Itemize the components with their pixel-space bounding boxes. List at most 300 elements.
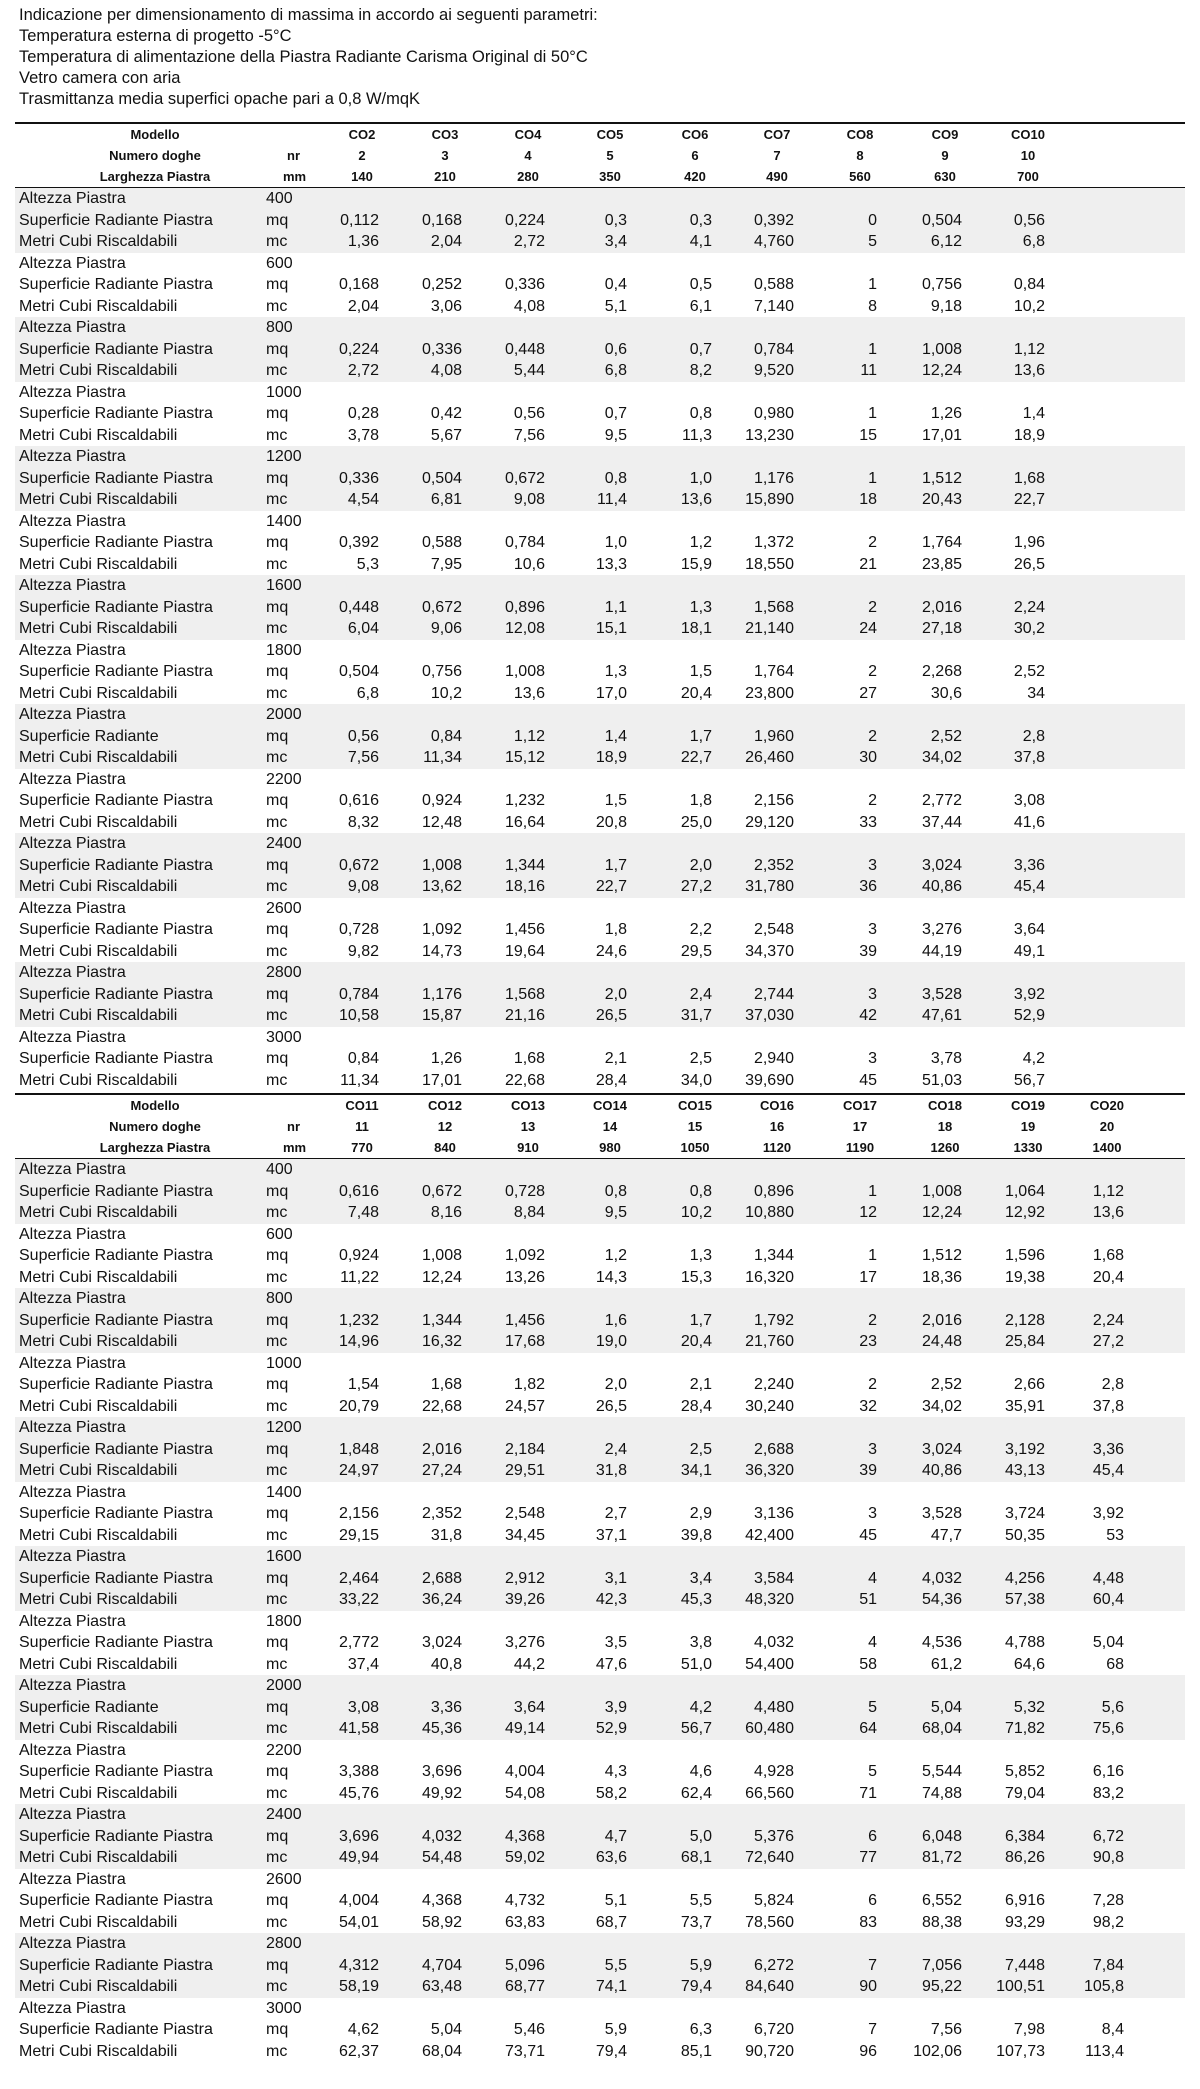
header-cell: 18 — [937, 1119, 953, 1134]
data-cell: 63,6 — [595, 1849, 627, 1866]
data-cell: 1,36 — [347, 233, 379, 250]
data-cell: 4,3 — [604, 1763, 627, 1780]
data-cell: 29,51 — [504, 1462, 545, 1479]
row-label: Altezza Piastra — [19, 1935, 126, 1952]
data-cell: 0,8 — [689, 405, 712, 422]
data-cell: 1,0 — [604, 534, 627, 551]
superficie-row — [15, 597, 1185, 619]
data-cell: 15,1 — [595, 620, 627, 637]
data-cell: 45,4 — [1013, 878, 1045, 895]
row-label: Metri Cubi Riscaldabili — [19, 620, 178, 637]
metri-cubi-row — [15, 1460, 1185, 1482]
data-cell: 0,336 — [504, 276, 545, 293]
header-cell: 5 — [606, 148, 614, 163]
data-cell: 0,784 — [753, 340, 794, 358]
row-label: Altezza Piastra — [19, 512, 126, 530]
row-label: Metri Cubi Riscaldabili — [19, 1333, 178, 1350]
superficie-row — [15, 210, 1185, 232]
metri-cubi-row — [15, 489, 1185, 511]
data-cell: 0,7 — [689, 340, 712, 358]
row-label: Superficie Radiante Piastra — [19, 469, 213, 487]
data-cell: 0,756 — [921, 276, 962, 293]
data-cell: 3,78 — [347, 426, 379, 444]
data-cell: 0,504 — [338, 663, 379, 680]
header-unit: nr — [287, 1119, 300, 1134]
altezza-value: 800 — [266, 1290, 293, 1307]
data-cell: 53 — [1106, 1526, 1124, 1544]
row-unit: mq — [266, 340, 289, 358]
data-cell: 5 — [868, 233, 877, 250]
data-cell: 1,12 — [513, 727, 545, 745]
data-cell: 2,4 — [689, 985, 712, 1003]
data-cell: 15,9 — [680, 555, 712, 573]
altezza-row — [15, 1159, 1185, 1181]
data-cell: 1,764 — [753, 663, 794, 680]
data-cell: 4,08 — [513, 297, 545, 315]
metri-cubi-row — [15, 876, 1185, 898]
data-cell: 1,764 — [921, 534, 962, 551]
row-label: Superficie Radiante Piastra — [19, 211, 213, 229]
data-cell: 8,32 — [347, 813, 379, 831]
data-cell: 9,08 — [513, 491, 545, 508]
data-cell: 50,35 — [1004, 1526, 1045, 1544]
row-label: Superficie Radiante Piastra — [19, 1827, 213, 1845]
data-cell: 1,1 — [604, 598, 627, 616]
row-label: Metri Cubi Riscaldabili — [19, 813, 178, 831]
data-cell: 2,548 — [753, 921, 794, 938]
row-label: Altezza Piastra — [19, 1161, 126, 1178]
row-label: Superficie Radiante Piastra — [19, 598, 213, 616]
data-cell: 7,448 — [1004, 1956, 1045, 1974]
row-unit: mq — [266, 598, 289, 616]
data-cell: 37,4 — [347, 1655, 379, 1673]
row-unit: mq — [266, 1892, 289, 1909]
data-cell: 1,344 — [753, 1247, 794, 1264]
altezza-row — [15, 446, 1185, 468]
data-cell: 8 — [868, 297, 877, 315]
data-cell: 5,096 — [504, 1956, 545, 1974]
row-label: Altezza Piastra — [19, 1548, 126, 1565]
data-cell: 27,2 — [680, 878, 712, 895]
header-cell: 3 — [441, 148, 449, 163]
data-cell: 3 — [868, 856, 877, 874]
intro-line: Vetro camera con aria — [19, 69, 181, 87]
header-cell: 4 — [524, 148, 532, 163]
row-label: Metri Cubi Riscaldabili — [19, 1204, 178, 1221]
data-cell: 4,032 — [921, 1569, 962, 1587]
row-label: Metri Cubi Riscaldabili — [19, 491, 178, 508]
data-cell: 2,4 — [604, 1440, 627, 1458]
row-label: Altezza Piastra — [19, 1290, 126, 1307]
data-cell: 84,640 — [745, 1978, 794, 1995]
data-cell: 2,772 — [921, 792, 962, 809]
header-cell: 420 — [684, 169, 706, 184]
superficie-row — [15, 339, 1185, 361]
header-cell: 10 — [1020, 148, 1036, 163]
header-unit: nr — [287, 148, 300, 163]
data-cell: 31,8 — [595, 1462, 627, 1479]
data-cell: 74,88 — [921, 1784, 962, 1802]
data-cell: 0,224 — [338, 340, 379, 358]
row-unit: mc — [266, 1333, 288, 1350]
row-label: Superficie Radiante Piastra — [19, 1634, 213, 1651]
data-cell: 7,48 — [347, 1204, 379, 1221]
row-label: Superficie Radiante Piastra — [19, 921, 213, 938]
row-label: Metri Cubi Riscaldabili — [19, 878, 178, 895]
row-unit: mc — [266, 1268, 288, 1286]
data-cell: 51 — [859, 1591, 877, 1608]
data-cell: 1,5 — [689, 663, 712, 680]
data-cell: 0,336 — [338, 469, 379, 487]
data-cell: 4,6 — [689, 1763, 712, 1780]
row-unit: mq — [266, 276, 289, 293]
row-label: Superficie Radiante Piastra — [19, 1440, 213, 1458]
row-unit: mq — [266, 1763, 289, 1780]
altezza-value: 1200 — [266, 1419, 302, 1436]
row-unit: mc — [266, 942, 288, 960]
data-cell: 37,8 — [1013, 749, 1045, 766]
data-cell: 73,71 — [504, 2042, 545, 2060]
data-cell: 47,7 — [930, 1526, 962, 1544]
data-cell: 27,18 — [921, 620, 962, 637]
data-cell: 3,5 — [604, 1634, 627, 1651]
data-cell: 71,82 — [1004, 1720, 1045, 1737]
data-cell: 6 — [868, 1892, 877, 1909]
data-cell: 7,56 — [347, 749, 379, 766]
data-cell: 2,268 — [921, 663, 962, 680]
data-cell: 9,18 — [930, 297, 962, 315]
data-cell: 26,5 — [595, 1007, 627, 1024]
data-cell: 1,512 — [921, 1247, 962, 1264]
header-row-modello — [15, 124, 1185, 145]
altezza-value: 3000 — [266, 1028, 302, 1046]
altezza-row — [15, 1804, 1185, 1826]
data-cell: 0,504 — [921, 211, 962, 229]
data-cell: 35,91 — [1004, 1397, 1045, 1415]
data-cell: 1,568 — [504, 985, 545, 1003]
data-cell: 1 — [868, 405, 877, 422]
data-cell: 12,24 — [921, 1204, 962, 1221]
data-cell: 0,392 — [338, 534, 379, 551]
data-cell: 13,6 — [1013, 362, 1045, 379]
header-cell: CO16 — [760, 1098, 794, 1113]
superficie-row — [15, 1955, 1185, 1977]
data-cell: 13,26 — [504, 1268, 545, 1286]
data-cell: 0,924 — [421, 792, 462, 809]
data-cell: 5,44 — [513, 362, 545, 379]
altezza-row — [15, 1740, 1185, 1762]
altezza-value: 1800 — [266, 641, 302, 659]
data-cell: 39 — [859, 1462, 877, 1479]
data-cell: 3,92 — [1013, 985, 1045, 1003]
data-cell: 85,1 — [680, 2042, 712, 2060]
data-cell: 5,67 — [430, 426, 462, 444]
data-cell: 17 — [859, 1268, 877, 1286]
row-label: Metri Cubi Riscaldabili — [19, 1913, 178, 1931]
data-cell: 7,56 — [930, 2021, 962, 2038]
row-label: Superficie Radiante Piastra — [19, 276, 213, 293]
data-cell: 90,8 — [1092, 1849, 1124, 1866]
altezza-row — [15, 1675, 1185, 1697]
data-cell: 4,536 — [921, 1634, 962, 1651]
data-cell: 96 — [859, 2042, 877, 2060]
data-cell: 4,032 — [421, 1827, 462, 1845]
row-label: Altezza Piastra — [19, 964, 126, 981]
data-cell: 13,6 — [513, 684, 545, 702]
data-cell: 5,544 — [921, 1763, 962, 1780]
header-cell: 20 — [1099, 1119, 1115, 1134]
superficie-row — [15, 726, 1185, 748]
data-cell: 52,9 — [1013, 1007, 1045, 1024]
data-cell: 75,6 — [1092, 1720, 1124, 1737]
row-unit: mq — [266, 1440, 289, 1458]
header-cell: 350 — [599, 169, 621, 184]
data-cell: 2,128 — [1004, 1311, 1045, 1329]
data-cell: 17,68 — [504, 1333, 545, 1350]
data-cell: 1,4 — [604, 727, 627, 745]
data-cell: 47,6 — [595, 1655, 627, 1673]
data-cell: 0,980 — [753, 405, 794, 422]
row-unit: mq — [266, 405, 289, 422]
data-cell: 20,8 — [595, 813, 627, 831]
row-label: Metri Cubi Riscaldabili — [19, 1268, 178, 1286]
data-cell: 14,73 — [421, 942, 462, 960]
data-cell: 1,232 — [504, 792, 545, 809]
altezza-row — [15, 1288, 1185, 1310]
data-cell: 12,48 — [421, 813, 462, 831]
data-cell: 6,8 — [604, 362, 627, 379]
data-cell: 34,0 — [680, 1071, 712, 1089]
data-cell: 0,56 — [513, 405, 545, 422]
row-unit: mq — [266, 1569, 289, 1587]
data-cell: 54,36 — [921, 1591, 962, 1608]
altezza-value: 1000 — [266, 383, 302, 401]
row-label: Altezza Piastra — [19, 1483, 126, 1501]
data-cell: 2,1 — [604, 1050, 627, 1067]
data-cell: 0,7 — [604, 405, 627, 422]
data-cell: 61,2 — [930, 1655, 962, 1673]
data-cell: 4,732 — [504, 1892, 545, 1909]
data-cell: 93,29 — [1004, 1913, 1045, 1931]
data-cell: 49,92 — [421, 1784, 462, 1802]
data-cell: 34,1 — [680, 1462, 712, 1479]
data-cell: 7,84 — [1092, 1956, 1124, 1974]
data-cell: 29,120 — [745, 813, 794, 831]
data-cell: 1,456 — [504, 1311, 545, 1329]
data-cell: 0,672 — [421, 1182, 462, 1200]
data-cell: 11,4 — [597, 491, 627, 508]
data-cell: 48,320 — [745, 1591, 794, 1608]
data-cell: 6 — [868, 1827, 877, 1845]
data-cell: 0,896 — [504, 598, 545, 616]
data-cell: 40,8 — [430, 1655, 462, 1673]
data-cell: 41,58 — [338, 1720, 379, 1737]
data-cell: 21,16 — [504, 1007, 545, 1024]
row-unit: mq — [266, 1827, 289, 1845]
data-cell: 1,008 — [421, 1247, 462, 1264]
data-cell: 14,3 — [595, 1268, 627, 1286]
row-unit: mc — [266, 1784, 288, 1802]
data-cell: 5,0 — [689, 1827, 712, 1845]
data-cell: 5,852 — [1004, 1763, 1045, 1780]
altezza-row — [15, 1933, 1185, 1955]
data-cell: 10,58 — [338, 1007, 379, 1024]
superficie-row — [15, 1761, 1185, 1783]
data-cell: 30,2 — [1013, 620, 1045, 637]
superficie-row — [15, 1181, 1185, 1203]
data-cell: 43,13 — [1004, 1462, 1045, 1479]
header-label: Larghezza Piastra — [99, 169, 211, 184]
data-cell: 1,4 — [1022, 405, 1045, 422]
data-cell: 22,68 — [421, 1397, 462, 1415]
data-cell: 0,84 — [430, 727, 462, 745]
data-cell: 45,3 — [680, 1591, 712, 1608]
data-cell: 54,400 — [745, 1655, 794, 1673]
row-unit: mq — [266, 1050, 289, 1067]
data-cell: 2,548 — [504, 1505, 545, 1522]
data-cell: 45 — [859, 1071, 877, 1089]
row-label: Superficie Radiante — [19, 1698, 159, 1716]
data-cell: 23,800 — [745, 684, 794, 702]
data-cell: 18,16 — [504, 878, 545, 895]
data-cell: 2,24 — [1013, 598, 1045, 616]
header-row-larghezza — [15, 166, 1185, 187]
altezza-row — [15, 640, 1185, 662]
altezza-row — [15, 1869, 1185, 1891]
row-label: Superficie Radiante Piastra — [19, 856, 213, 874]
data-cell: 4 — [868, 1569, 877, 1587]
header-cell: 1260 — [930, 1140, 960, 1155]
data-cell: 24 — [859, 620, 877, 637]
data-cell: 0,42 — [430, 405, 462, 422]
row-label: Metri Cubi Riscaldabili — [19, 1526, 178, 1544]
data-cell: 3,78 — [930, 1050, 962, 1067]
data-cell: 28,4 — [595, 1071, 627, 1089]
data-cell: 1,008 — [504, 663, 545, 680]
altezza-row — [15, 1027, 1185, 1049]
data-cell: 1,372 — [753, 534, 794, 551]
altezza-row — [15, 1417, 1185, 1439]
data-cell: 49,14 — [504, 1720, 545, 1737]
data-cell: 18,9 — [595, 749, 627, 766]
data-cell: 10,6 — [513, 555, 545, 573]
data-cell: 1,68 — [513, 1050, 545, 1067]
data-cell: 14,96 — [338, 1333, 379, 1350]
data-cell: 68 — [1106, 1655, 1124, 1673]
altezza-value: 2600 — [266, 899, 302, 917]
data-cell: 63,48 — [421, 1978, 462, 1995]
data-cell: 1,008 — [921, 340, 962, 358]
data-cell: 1,3 — [689, 1247, 712, 1264]
data-cell: 11 — [860, 362, 877, 379]
row-unit: mc — [266, 1978, 288, 1995]
row-label: Superficie Radiante Piastra — [19, 1892, 213, 1909]
row-unit: mc — [266, 555, 288, 573]
data-cell: 1,2 — [689, 534, 712, 551]
data-cell: 12,24 — [921, 362, 962, 379]
data-cell: 24,97 — [338, 1462, 379, 1479]
header-cell: 1190 — [845, 1140, 875, 1155]
data-cell: 52,9 — [595, 1720, 627, 1737]
data-cell: 0,728 — [338, 921, 379, 938]
data-cell: 73,7 — [680, 1913, 712, 1931]
row-label: Superficie Radiante Piastra — [19, 663, 213, 680]
altezza-value: 400 — [266, 190, 293, 207]
header-cell: CO15 — [678, 1098, 712, 1113]
data-cell: 10,2 — [680, 1204, 712, 1221]
data-cell: 23,85 — [921, 555, 962, 573]
row-unit: mq — [266, 1698, 289, 1716]
data-cell: 0,84 — [347, 1050, 379, 1067]
data-cell: 1,568 — [753, 598, 794, 616]
header-cell: CO3 — [431, 127, 459, 142]
superficie-row — [15, 403, 1185, 425]
data-cell: 10,880 — [745, 1204, 794, 1221]
data-cell: 81,72 — [921, 1849, 962, 1866]
row-label: Altezza Piastra — [19, 1225, 126, 1243]
data-cell: 16,32 — [421, 1333, 462, 1350]
data-cell: 17,01 — [421, 1071, 462, 1089]
data-cell: 17,01 — [921, 426, 962, 444]
row-label: Superficie Radiante Piastra — [19, 1956, 213, 1974]
data-cell: 4,704 — [421, 1956, 462, 1974]
data-cell: 24,48 — [921, 1333, 962, 1350]
data-cell: 4,004 — [504, 1763, 545, 1780]
data-cell: 13,62 — [421, 878, 462, 895]
intro-line: Temperatura di alimentazione della Piastra Radiante Carisma Original di 50°C — [19, 48, 588, 66]
data-cell: 1,54 — [347, 1376, 379, 1393]
data-cell: 29,5 — [680, 942, 712, 960]
altezza-row — [15, 1224, 1185, 1246]
data-cell: 25,84 — [1004, 1333, 1045, 1350]
data-cell: 0,56 — [1013, 211, 1045, 229]
data-cell: 39,26 — [504, 1591, 545, 1608]
altezza-value: 1000 — [266, 1354, 302, 1372]
data-cell: 4,7 — [604, 1827, 627, 1845]
row-label: Superficie Radiante Piastra — [19, 1763, 213, 1780]
data-cell: 1,456 — [504, 921, 545, 938]
data-cell: 54,48 — [421, 1849, 462, 1866]
header-cell: 13 — [520, 1119, 536, 1134]
data-cell: 2 — [868, 663, 877, 680]
altezza-row — [15, 511, 1185, 533]
data-cell: 2,24 — [1092, 1311, 1124, 1329]
data-cell: 45 — [859, 1526, 877, 1544]
data-cell: 5 — [868, 1763, 877, 1780]
data-cell: 0,672 — [338, 856, 379, 874]
data-cell: 22,68 — [504, 1071, 545, 1089]
row-label: Superficie Radiante Piastra — [19, 1182, 213, 1200]
data-cell: 1,5 — [604, 792, 627, 809]
row-unit: mc — [266, 878, 288, 895]
row-unit: mc — [266, 749, 288, 766]
data-cell: 62,4 — [680, 1784, 712, 1802]
data-cell: 2,2 — [689, 921, 712, 938]
header-cell: 1120 — [762, 1140, 792, 1155]
data-cell: 27,2 — [1092, 1333, 1124, 1350]
header-row-doghe — [15, 1116, 1185, 1137]
data-cell: 6,8 — [1022, 233, 1045, 250]
data-cell: 83,2 — [1092, 1784, 1124, 1802]
data-cell: 5,5 — [689, 1892, 712, 1909]
row-label: Superficie Radiante Piastra — [19, 405, 213, 422]
data-cell: 2,0 — [604, 1376, 627, 1393]
row-unit: mc — [266, 1007, 288, 1024]
data-cell: 56,7 — [680, 1720, 712, 1737]
header-cell: 980 — [599, 1140, 621, 1155]
data-cell: 86,26 — [1004, 1849, 1045, 1866]
data-cell: 0,168 — [338, 276, 379, 293]
